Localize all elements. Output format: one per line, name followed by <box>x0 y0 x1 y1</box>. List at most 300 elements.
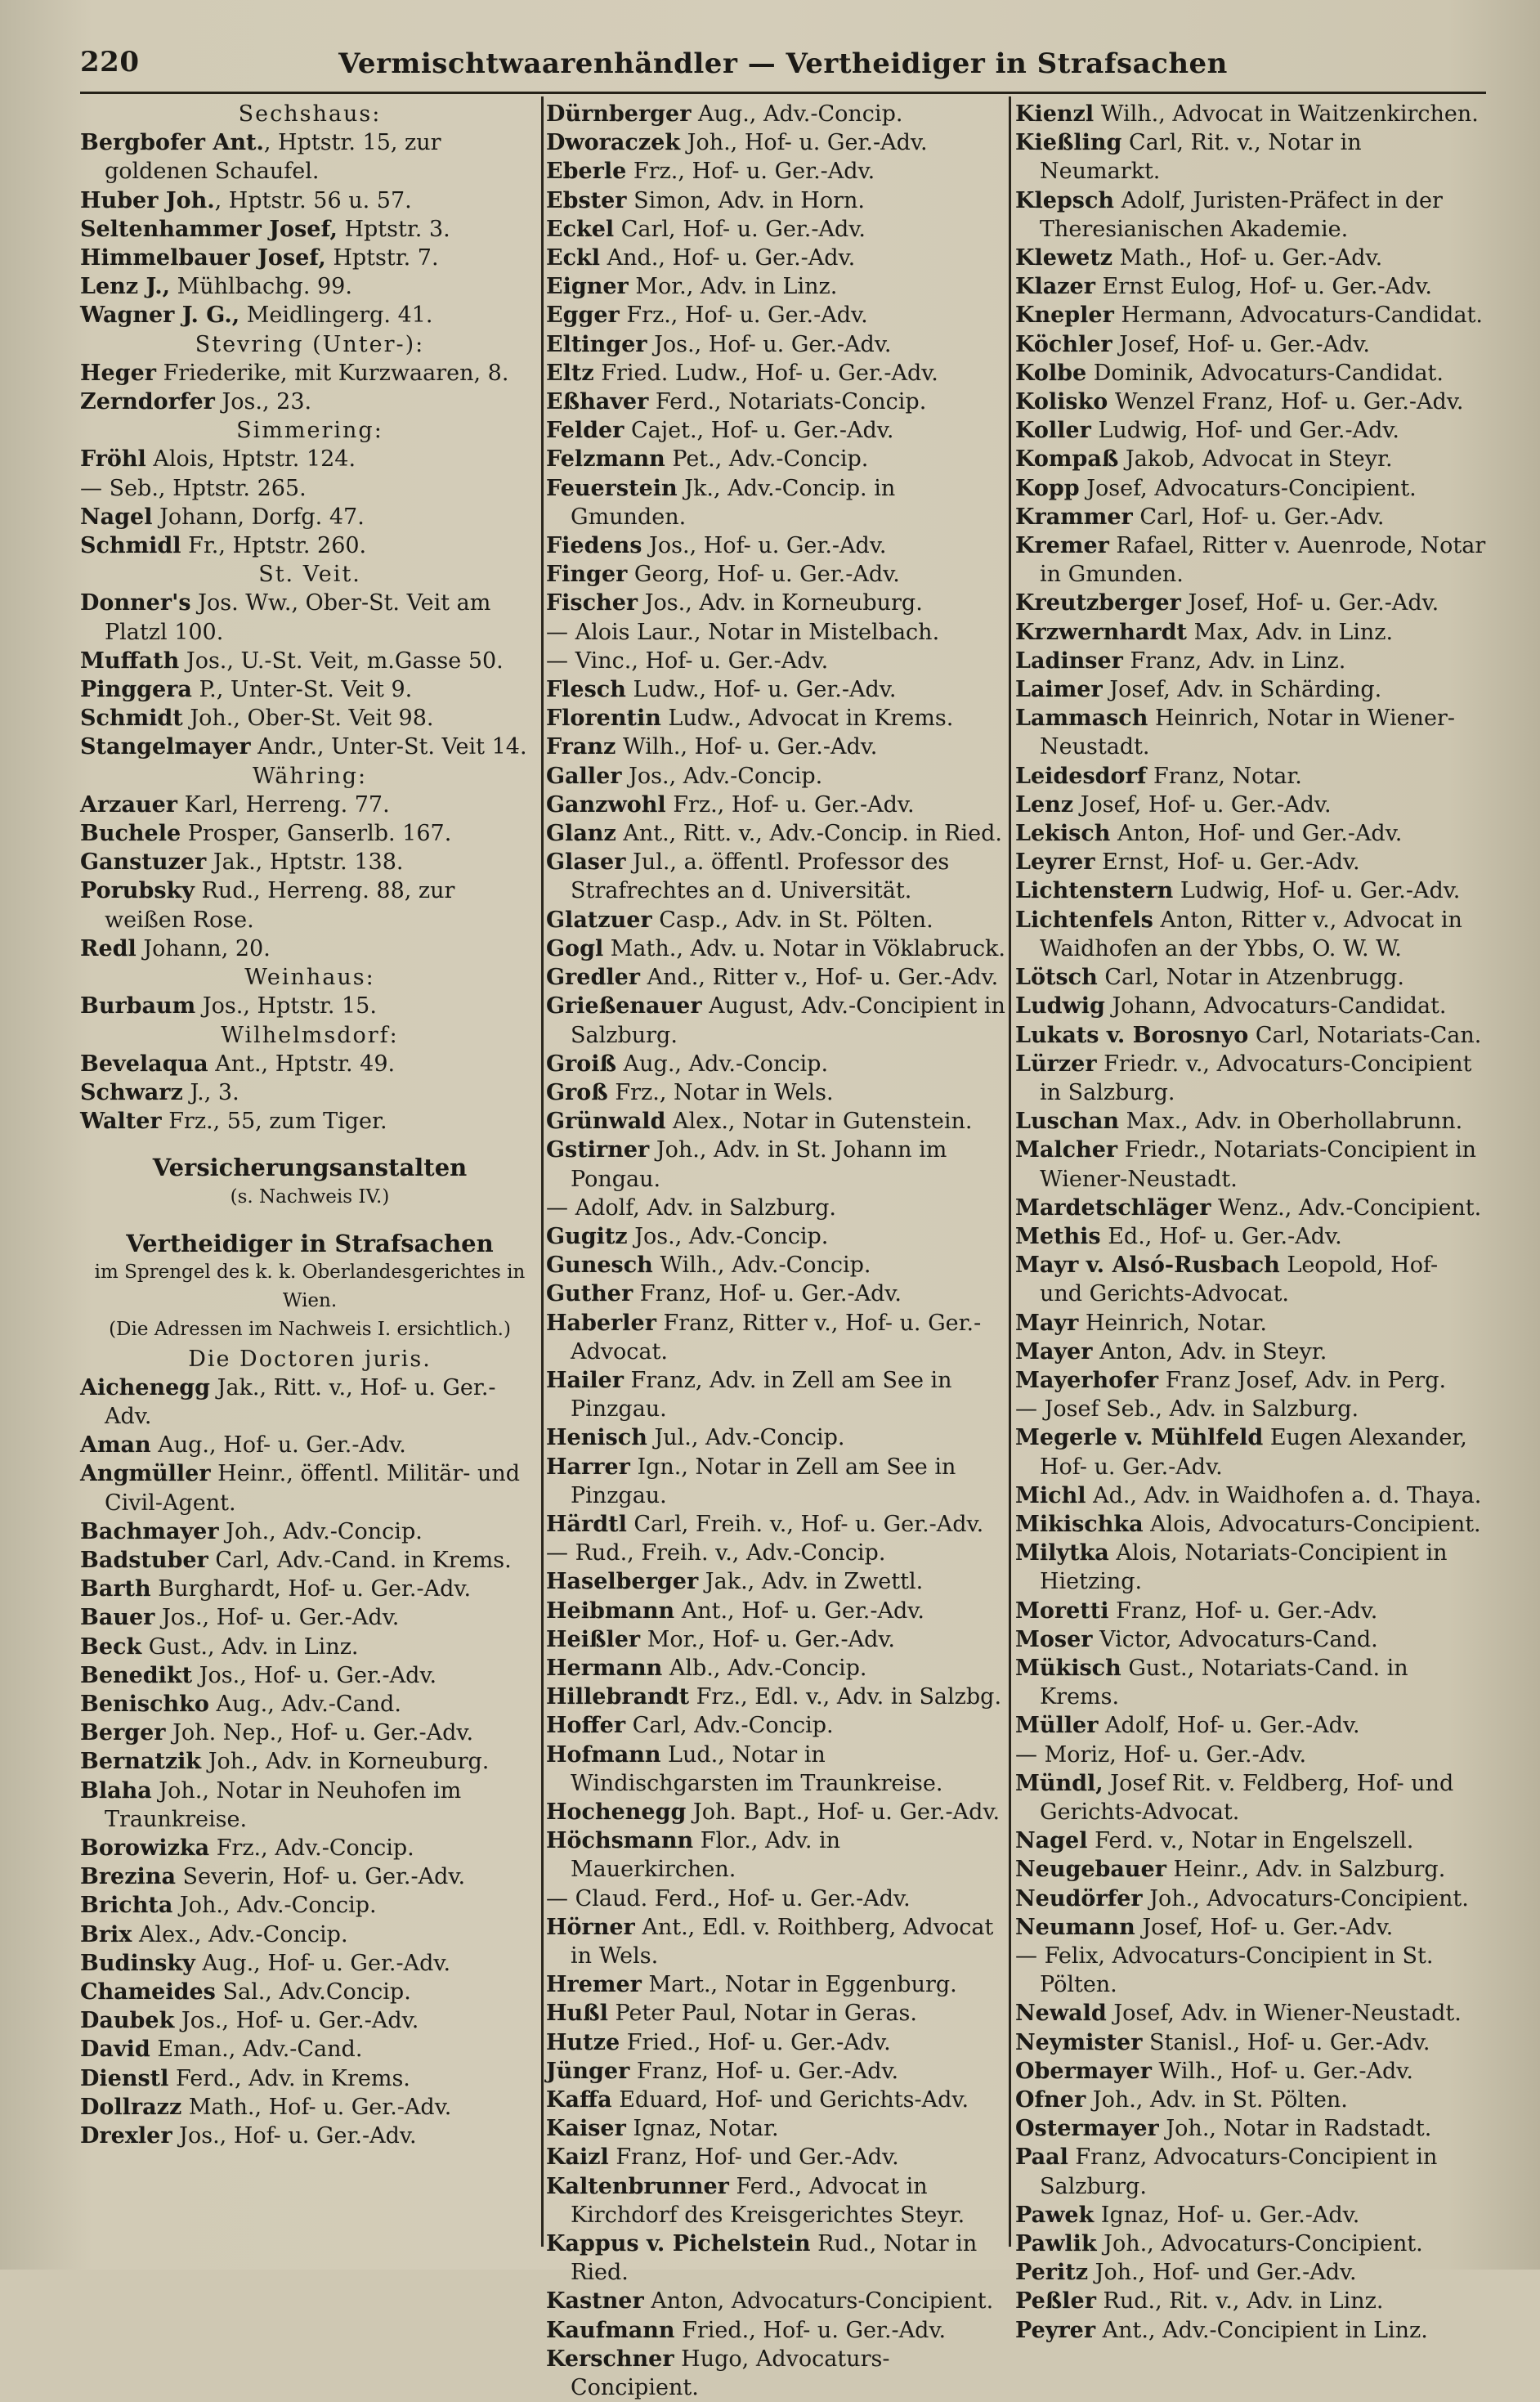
entry-name: Kienzl <box>1015 101 1095 127</box>
directory-entry <box>546 157 1005 186</box>
entry-details: Ant., Ritt. v., Adv.-Concip. in Ried. <box>616 821 1002 847</box>
entry-name: Lürzer <box>1015 1051 1097 1077</box>
entry-details: Alois, Notariats-Concipient in Hietzing. <box>1040 1540 1448 1595</box>
entry-name: Heibmann <box>546 1598 675 1624</box>
entry-name: Kreutzberger <box>1015 590 1181 616</box>
entry-details: , Hptstr. 56 u. 57. <box>214 187 412 213</box>
entry-name: Eltz <box>546 360 594 386</box>
entry-details: Frz., Adv.-Concip. <box>209 1835 414 1861</box>
section-note: im Sprengel des k. k. Oberlandesgerichtes in Wien. <box>94 1261 526 1312</box>
entry-details: Franz, Hof- und Ger.-Adv. <box>608 2144 899 2171</box>
directory-entry <box>80 1949 539 1978</box>
entry-name: Fiedens <box>546 533 642 559</box>
directory-entry <box>546 330 1005 359</box>
directory-entry <box>546 2316 1005 2345</box>
directory-entry <box>1015 2143 1486 2200</box>
entry-name: Milytka <box>1015 1540 1109 1566</box>
directory-entry <box>80 1719 539 1747</box>
entry-name: Dürnberger <box>546 101 692 127</box>
entry-name: Hermann <box>546 1655 663 1681</box>
entry-name: Glatzuer <box>546 907 652 933</box>
entry-details: Gust., Adv. in Linz. <box>141 1633 359 1660</box>
directory-entry <box>1015 1194 1486 1222</box>
directory-entry <box>80 876 539 934</box>
entry-name: Haselberger <box>546 1569 699 1595</box>
entry-details: Severin, Hof- u. Ger.-Adv. <box>175 1864 466 1890</box>
directory-entry <box>546 186 1005 215</box>
directory-entry <box>1015 388 1486 416</box>
entry-details: Joh., Hof- u. Ger.-Adv. <box>680 130 928 156</box>
entry-name: Hillebrandt <box>546 1684 690 1710</box>
directory-entry <box>1015 1913 1486 1942</box>
entry-details: Jos., Hof- u. Ger.-Adv. <box>174 2008 419 2034</box>
place-heading: Sechshaus: <box>238 101 382 127</box>
entry-name: Aichenegg <box>80 1374 211 1400</box>
entry-name: Kerschner <box>546 2346 674 2372</box>
entry-name: Mükisch <box>1015 1655 1121 1681</box>
directory-entry <box>80 589 539 646</box>
directory-entry <box>80 1978 539 2006</box>
directory-entry <box>80 1891 539 1920</box>
entry-details: Joh., Advocaturs-Concipient. <box>1096 2231 1423 2257</box>
entry-details: Ignaz, Notar. <box>625 2116 779 2142</box>
directory-entry <box>546 1711 1005 1740</box>
directory-entry <box>1015 1855 1486 1884</box>
entry-details: Anton, Hof- und Ger.-Adv. <box>1110 821 1403 847</box>
entry-details: Jos., Adv.-Concip. <box>627 1223 829 1249</box>
entry-details: Wenz., Adv.-Concipient. <box>1211 1194 1482 1221</box>
entry-name: Mardetschläger <box>1015 1194 1211 1221</box>
entry-details: Georg, Hof- u. Ger.-Adv. <box>627 562 900 588</box>
directory-entry <box>1015 272 1486 301</box>
directory-entry <box>1015 1136 1486 1193</box>
entry-name: Kopp <box>1015 475 1080 501</box>
directory-entry <box>1015 1251 1486 1308</box>
directory-entry <box>546 733 1005 761</box>
entry-details: Aug., Hof- u. Ger.-Adv. <box>195 1950 451 1976</box>
entry-name: Eckl <box>546 245 600 271</box>
directory-entry <box>80 1747 539 1776</box>
entry-name: Hutze <box>546 2029 620 2055</box>
directory-entry <box>1015 1769 1486 1826</box>
entry-name: Moser <box>1015 1626 1093 1652</box>
entry-details: Dominik, Advocaturs-Candidat. <box>1086 360 1444 386</box>
directory-entry <box>1015 445 1486 473</box>
directory-entry <box>546 992 1005 1049</box>
entry-details: Joh., Adv. in Korneuburg. <box>201 1749 490 1775</box>
entry-details: Carl, Notariats-Can. <box>1248 1022 1482 1048</box>
entry-name: Galler <box>546 763 622 789</box>
entry-name: Leidesdorf <box>1015 763 1147 789</box>
entry-name: Neudörfer <box>1015 1885 1143 1911</box>
directory-entry <box>80 1834 539 1862</box>
directory-entry <box>1015 330 1486 359</box>
entry-details: Jakob, Advocat in Steyr. <box>1118 446 1393 473</box>
directory-entry <box>1015 186 1486 244</box>
entry-details: Mart., Notar in Eggenburg. <box>641 1972 957 1998</box>
directory-entry <box>546 531 1005 560</box>
section-heading: Vertheidiger in Strafsachen <box>126 1229 494 1257</box>
directory-entry <box>546 1107 1005 1136</box>
entry-name: Klepsch <box>1015 187 1115 213</box>
entry-name: Eberle <box>546 159 627 185</box>
directory-entry <box>1015 1942 1486 1999</box>
entry-details: Frz., Notar in Wels. <box>607 1079 834 1105</box>
directory-entry <box>546 1999 1005 2028</box>
directory-entry <box>546 2172 1005 2229</box>
directory-entry <box>1015 1222 1486 1251</box>
entry-name: Groß <box>546 1079 608 1105</box>
entry-name: Gogl <box>546 935 604 961</box>
entry-details: Casp., Adv. in St. Pölten. <box>651 907 933 933</box>
entry-name: Gugitz <box>546 1223 628 1249</box>
entry-details: Franz, Advocaturs-Concipient in Salzburg. <box>1040 2144 1438 2199</box>
entry-details: Math., Hof- u. Ger.-Adv. <box>1112 245 1383 271</box>
entry-name: Kolbe <box>1015 360 1087 386</box>
directory-entry <box>1015 503 1486 531</box>
directory-entry <box>1015 1510 1486 1539</box>
entry-name: Zerndorfer <box>80 389 215 415</box>
entry-details: Carl, Adv.-Cand. in Krems. <box>208 1547 512 1573</box>
directory-entry <box>546 762 1005 791</box>
entry-details: Frz., Hof- u. Ger.-Adv. <box>619 302 868 329</box>
directory-entry <box>546 272 1005 301</box>
entry-name: Methis <box>1015 1223 1101 1249</box>
entry-details: Joh., Adv. in St. Pölten. <box>1086 2087 1348 2113</box>
directory-entry <box>1015 1999 1486 2028</box>
entry-name: Haberler <box>546 1310 656 1336</box>
entry-details: — Adolf, Adv. in Salzburg. <box>546 1194 836 1221</box>
directory-entry <box>546 1826 1005 1884</box>
entry-details: Fried., Hof- u. Ger.-Adv. <box>620 2029 891 2055</box>
entry-details: Ferd. v., Notar in Engelszell. <box>1087 1828 1414 1854</box>
entry-name: Burbaum <box>80 993 196 1020</box>
entry-name: Dienstl <box>80 2065 169 2091</box>
entry-details: And., Hof- u. Ger.-Adv. <box>599 245 856 271</box>
directory-entry <box>546 2229 1005 2287</box>
directory-entry <box>546 1913 1005 1970</box>
directory-entry <box>1015 1884 1486 1913</box>
directory-entry <box>546 359 1005 388</box>
entry-details: Carl, Hof- u. Ger.-Adv. <box>614 216 866 242</box>
entry-details: Eduard, Hof- und Gerichts-Adv. <box>611 2087 969 2113</box>
entry-name: Guther <box>546 1281 633 1307</box>
entry-details: Johann, 20. <box>136 935 271 961</box>
entry-details: Stanisl., Hof- u. Ger.-Adv. <box>1142 2029 1430 2055</box>
directory-entry <box>546 100 1005 128</box>
entry-name: Bauer <box>80 1605 155 1631</box>
column-right <box>1015 100 1486 2343</box>
directory-entry <box>546 963 1005 992</box>
directory-entry <box>1015 1395 1486 1423</box>
place-heading: Wilhelmsdorf: <box>221 1022 399 1048</box>
directory-entry <box>546 934 1005 963</box>
entry-details: Carl, Rit. v., Notar in Neumarkt. <box>1040 130 1362 185</box>
entry-name: Kaizl <box>546 2144 609 2171</box>
entry-name: Arzauer <box>80 791 178 818</box>
entry-details: Heinr., Adv. in Salzburg. <box>1166 1857 1446 1883</box>
directory-entry <box>1015 1423 1486 1481</box>
entry-name: Redl <box>80 935 137 961</box>
entry-details: Andr., Unter-St. Veit 14. <box>250 734 527 760</box>
entry-details: Joh., Hof- und Ger.-Adv. <box>1088 2260 1357 2286</box>
directory-entry <box>546 819 1005 848</box>
directory-entry <box>1015 791 1486 819</box>
entry-name: Stangelmayer <box>80 734 251 760</box>
directory-entry <box>80 791 539 819</box>
page-header <box>80 43 1486 88</box>
entry-name: Budinsky <box>80 1950 195 1976</box>
entry-name: Moretti <box>1015 1598 1109 1624</box>
directory-entry <box>1015 1711 1486 1740</box>
entry-name: Groiß <box>546 1051 617 1077</box>
entry-details: Jak., Adv. in Zwettl. <box>698 1569 924 1595</box>
directory-entry <box>546 1798 1005 1826</box>
directory-entry <box>546 791 1005 819</box>
entry-details: Alb., Adv.-Concip. <box>662 1655 867 1681</box>
directory-entry <box>546 388 1005 416</box>
directory-entry <box>546 1309 1005 1366</box>
directory-entry <box>546 128 1005 157</box>
directory-entry <box>1015 416 1486 445</box>
entry-details: Josef, Advocaturs-Concipient. <box>1079 475 1417 501</box>
entry-name: Glanz <box>546 821 616 847</box>
directory-entry <box>546 2143 1005 2171</box>
entry-details: Mühlbachg. 99. <box>170 274 352 300</box>
entry-name: Franz <box>546 734 616 760</box>
directory-entry <box>546 1366 1005 1423</box>
entry-details: And., Ritter v., Hof- u. Ger.-Adv. <box>640 965 999 991</box>
directory-entry <box>80 301 539 329</box>
directory-entry <box>1015 2229 1486 2258</box>
directory-entry <box>1015 618 1486 647</box>
directory-entry <box>80 388 539 416</box>
directory-entry <box>1015 2287 1486 2315</box>
directory-entry <box>546 1423 1005 1452</box>
directory-entry <box>1015 359 1486 388</box>
entry-details: Carl, Adv.-Concip. <box>625 1713 834 1739</box>
entry-details: Frz., 55, zum Tiger. <box>161 1109 387 1135</box>
entry-details: Ed., Hof- u. Ger.-Adv. <box>1100 1223 1342 1249</box>
entry-details: Josef, Hof- u. Ger.-Adv. <box>1112 331 1371 357</box>
entry-details: Ignaz, Hof- u. Ger.-Adv. <box>1094 2202 1360 2228</box>
entry-details: Wenzel Franz, Hof- u. Ger.-Adv. <box>1108 389 1464 415</box>
entry-name: Badstuber <box>80 1547 208 1573</box>
entry-name: Seltenhammer Josef, <box>80 216 338 242</box>
directory-entry <box>80 1431 539 1459</box>
entry-name: Kaufmann <box>546 2317 675 2343</box>
directory-entry <box>80 848 539 876</box>
directory-entry <box>1015 128 1486 186</box>
entry-details: Hugo, Advocaturs-Concipient. <box>571 2346 890 2401</box>
entry-details: Frz., Hof- u. Ger.-Adv. <box>626 159 875 185</box>
entry-name: Grünwald <box>546 1109 666 1135</box>
entry-name: Berger <box>80 1720 166 1746</box>
directory-entry <box>546 1567 1005 1596</box>
entry-details: Joh., Adv.-Concip. <box>172 1893 377 1919</box>
place-heading: St. Veit. <box>258 562 361 588</box>
directory-entry <box>546 1136 1005 1193</box>
directory-entry <box>80 819 539 848</box>
entry-details: Johann, Advocaturs-Candidat. <box>1104 993 1447 1020</box>
entry-name: Benischko <box>80 1691 209 1717</box>
directory-entry <box>80 186 539 215</box>
entry-name: Ganstuzer <box>80 849 207 876</box>
entry-name: Obermayer <box>1015 2058 1152 2084</box>
entry-details: Carl, Notar in Atzenbrugg. <box>1097 965 1404 991</box>
directory-entry <box>546 1222 1005 1251</box>
directory-entry <box>1015 906 1486 963</box>
directory-entry <box>546 1453 1005 1510</box>
entry-details: Anton, Advocaturs-Concipient. <box>643 2288 994 2315</box>
entry-details: Hermann, Advocaturs-Candidat. <box>1113 302 1483 329</box>
entry-name: Dworaczek <box>546 130 681 156</box>
entry-name: Eltinger <box>546 331 647 357</box>
entry-details: Hptstr. 7. <box>325 245 439 271</box>
entry-details: Rud., Herreng. 88, zur weißen Rose. <box>105 878 455 933</box>
directory-entry <box>546 589 1005 617</box>
directory-entry <box>1015 876 1486 905</box>
entry-name: Nagel <box>80 504 153 530</box>
entry-name: Lichtenfels <box>1015 907 1153 933</box>
directory-entry <box>546 1884 1005 1913</box>
entry-details: Jak., Ritt. v., Hof- u. Ger.-Adv. <box>105 1374 496 1429</box>
entry-details: Josef Rit. v. Feldberg, Hof- und Gerichts-Advocat. <box>1040 1770 1454 1825</box>
entry-name: Kaltenbrunner <box>546 2173 729 2199</box>
entry-details: Peter Paul, Notar in Geras. <box>607 2001 917 2027</box>
place-heading: Stevring (Unter-): <box>195 331 425 357</box>
entry-name: Lichtenstern <box>1015 878 1174 904</box>
section-note: (s. Nachweis IV.) <box>230 1185 390 1208</box>
directory-entry <box>80 1690 539 1719</box>
entry-name: Egger <box>546 302 620 329</box>
directory-entry <box>80 1603 539 1632</box>
entry-name: Leyrer <box>1015 849 1095 876</box>
entry-name: Eckel <box>546 216 615 242</box>
directory-entry <box>80 2006 539 2035</box>
directory-entry <box>80 733 539 761</box>
entry-details: Ad., Adv. in Waidhofen a. d. Thaya. <box>1086 1482 1482 1508</box>
entry-details: Ant., Hptstr. 49. <box>208 1051 396 1077</box>
entry-details: Ludw., Advocat in Krems. <box>660 706 954 732</box>
directory-entry <box>1015 1654 1486 1711</box>
directory-entry <box>1015 1107 1486 1136</box>
directory-entry <box>1015 1366 1486 1395</box>
directory-entry <box>80 2035 539 2064</box>
entry-details: Fr., Hptstr. 260. <box>181 533 367 559</box>
entry-name: Gstirner <box>546 1137 650 1163</box>
directory-entry <box>1015 963 1486 992</box>
entry-details: Adolf, Hof- u. Ger.-Adv. <box>1098 1713 1360 1739</box>
entry-details: Josef, Adv. in Schärding. <box>1102 677 1382 703</box>
entry-details: P., Unter-St. Veit 9. <box>191 677 413 703</box>
directory-entry <box>80 934 539 963</box>
entry-name: Hörner <box>546 1914 635 1940</box>
directory-entry <box>546 301 1005 329</box>
entry-details: August, Adv.-Concipient in Salzburg. <box>571 993 1005 1048</box>
directory-entry <box>1015 647 1486 675</box>
entry-name: Pawlik <box>1015 2231 1097 2257</box>
entry-details: Math., Adv. u. Notar in Vöklabruck. <box>603 935 1006 961</box>
column-left <box>80 100 539 2242</box>
directory-entry <box>1015 1741 1486 1769</box>
entry-details: Jos., Hof- u. Ger.-Adv. <box>192 1662 437 1688</box>
entry-details: Ernst, Hof- u. Ger.-Adv. <box>1095 849 1360 876</box>
entry-details: Rafael, Ritter v. Auenrode, Notar in Gmunden. <box>1040 533 1486 588</box>
place-heading: Simmering: <box>236 418 383 444</box>
entry-details: Jos. Ww., Ober-St. Veit am Platzl 100. <box>105 590 491 645</box>
entry-details: Wilh., Advocat in Waitzenkirchen. <box>1094 101 1479 127</box>
directory-entry <box>546 1683 1005 1711</box>
place-heading: Währing: <box>252 763 368 789</box>
place-heading: Weinhaus: <box>244 965 375 991</box>
entry-details: Ludw., Hof- u. Ger.-Adv. <box>625 677 897 703</box>
entry-name: Glaser <box>546 849 626 876</box>
entry-details: Jos., U.-St. Veit, m.Gasse 50. <box>179 648 504 674</box>
entry-details: Alex., Notar in Gutenstein. <box>665 1109 973 1135</box>
running-title: Vermischtwaarenhändler — Vertheidiger in Strafsachen <box>338 47 1228 80</box>
entry-name: Mikischka <box>1015 1511 1144 1537</box>
entry-name: Muffath <box>80 648 180 674</box>
entry-name: Hochenegg <box>546 1799 687 1825</box>
entry-details: Carl, Freih. v., Hof- u. Ger.-Adv. <box>626 1511 984 1537</box>
entry-name: Hoffer <box>546 1713 626 1739</box>
entry-details: Heinr., öffentl. Militär- und Civil-Agent. <box>105 1461 521 1516</box>
directory-entry <box>1015 2201 1486 2229</box>
entry-details: — Alois Laur., Notar in Mistelbach. <box>546 619 940 645</box>
entry-details: — Josef Seb., Adv. in Salzburg. <box>1015 1396 1359 1423</box>
directory-entry <box>1015 474 1486 503</box>
entry-details: Ant., Edl. v. Roithberg, Advocat in Wels. <box>571 1914 994 1969</box>
entry-details: Franz, Ritter v., Hof- u. Ger.-Advocat. <box>571 1310 982 1365</box>
directory-entry <box>1015 2057 1486 2086</box>
entry-name: Nagel <box>1015 1828 1088 1854</box>
directory-entry <box>80 359 539 388</box>
entry-details: Mor., Hof- u. Ger.-Adv. <box>640 1626 895 1652</box>
directory-entry <box>546 675 1005 704</box>
directory-entry <box>80 445 539 473</box>
entry-details: Jos., Hptstr. 15. <box>195 993 377 1020</box>
entry-name: Härdtl <box>546 1511 627 1537</box>
entry-name: Beck <box>80 1633 142 1660</box>
entry-name: Mayr v. Alsó-Rusbach <box>1015 1253 1280 1279</box>
entry-details: Rud., Notar in Ried. <box>571 2231 978 2286</box>
entry-name: Angmüller <box>80 1461 211 1487</box>
entry-name: Lenz <box>1015 791 1074 818</box>
entry-name: Ostermayer <box>1015 2116 1159 2142</box>
entry-details: Burghardt, Hof- u. Ger.-Adv. <box>150 1576 472 1602</box>
entry-name: Pinggera <box>80 677 192 703</box>
directory-entry <box>546 1539 1005 1567</box>
entry-name: Mayer <box>1015 1338 1093 1365</box>
directory-entry <box>546 848 1005 905</box>
entry-details: Aug., Adv.-Concip. <box>616 1051 829 1077</box>
directory-entry <box>1015 100 1486 128</box>
entry-details: Heinrich, Notar in Wiener-Neustadt. <box>1040 706 1455 760</box>
directory-entry <box>546 1050 1005 1078</box>
directory-entry <box>546 445 1005 473</box>
entry-name: Kaiser <box>546 2116 626 2142</box>
entry-details: Friedr., Notariats-Concipient in Wiener-Neustadt. <box>1040 1137 1477 1192</box>
directory-entry <box>546 215 1005 244</box>
entry-details: Wilh., Hof- u. Ger.-Adv. <box>1151 2058 1413 2084</box>
directory-entry <box>546 2057 1005 2086</box>
page-number: 220 <box>80 46 140 78</box>
entry-details: Franz, Hof- u. Ger.-Adv. <box>629 2058 899 2084</box>
entry-details: Frz., Edl. v., Adv. in Salzbg. <box>689 1684 1002 1710</box>
entry-name: Lekisch <box>1015 821 1111 847</box>
entry-details: Max, Adv. in Linz. <box>1187 619 1394 645</box>
